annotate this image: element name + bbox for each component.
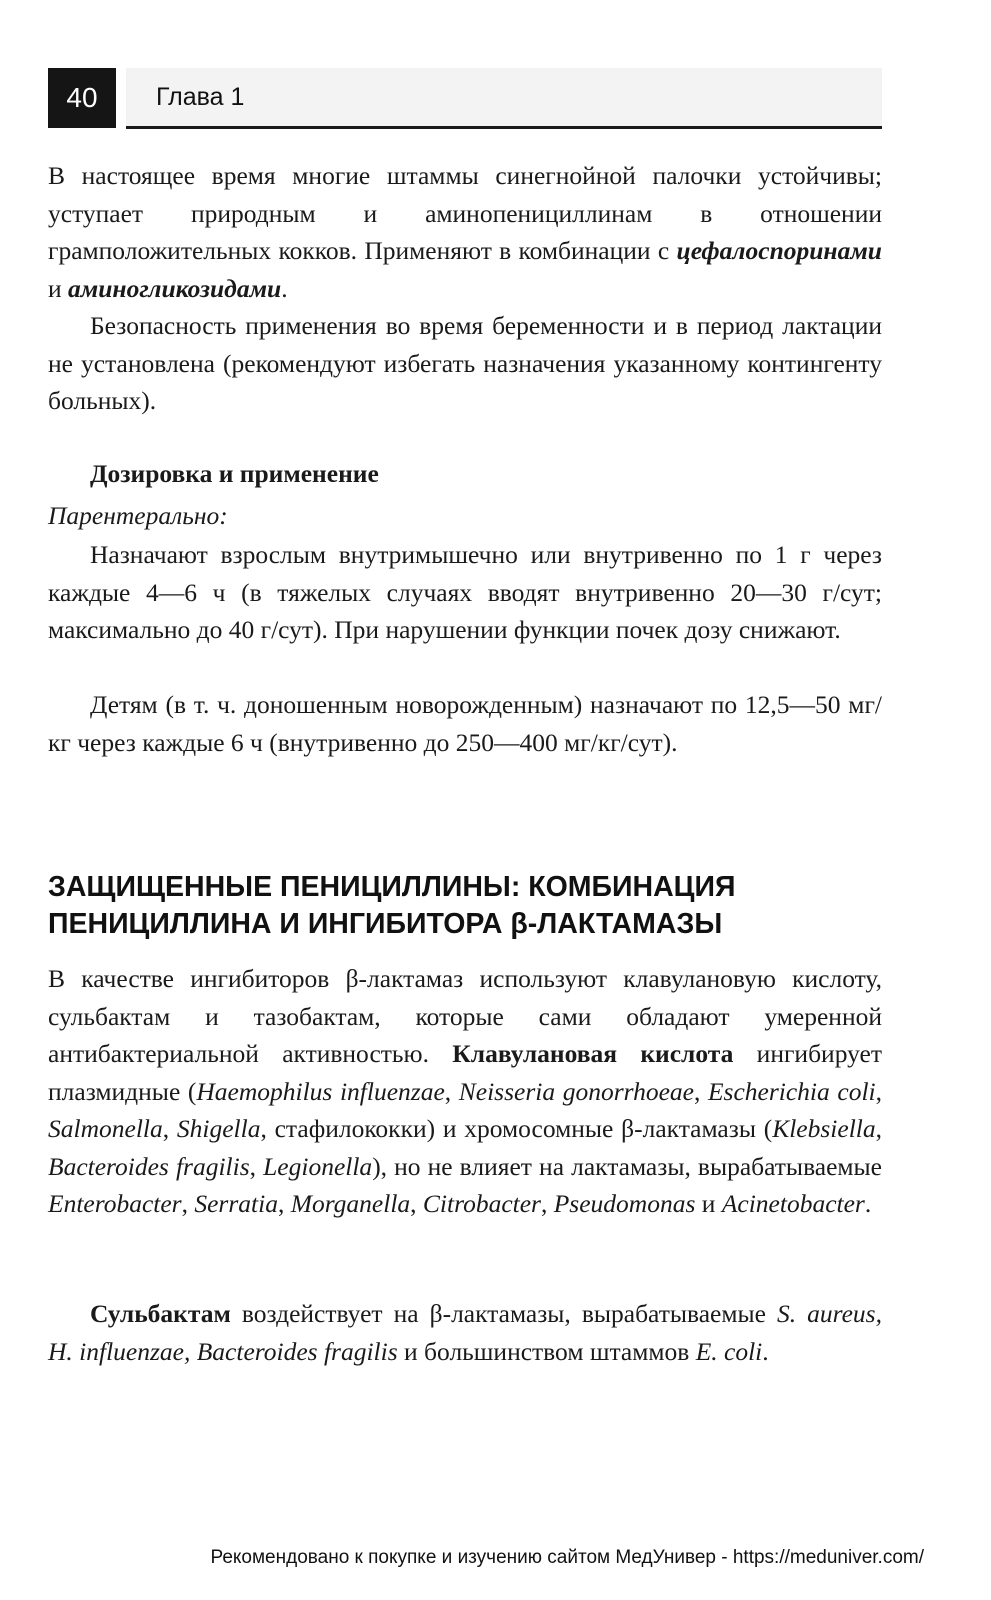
page-number: 40: [48, 68, 116, 128]
paragraph-child-dosage: Детям (в т. ч. доношенным новорожденным) назначают по 12,5—50 мг/кг через каждые 6 ч (внутривенно до 250—400 мг/кг/сут).: [48, 690, 882, 757]
chapter-title: Глава 1: [156, 83, 245, 111]
aminoglycosides-term: аминогликозидами: [68, 273, 282, 303]
section-title-line1: ЗАЩИЩЕННЫЕ ПЕНИЦИЛЛИНЫ: КОМБИНАЦИЯ: [48, 871, 736, 903]
footer-recommendation: Рекомендовано к покупке и изучению сайтом МедУнивер - https://meduniver.com/: [210, 1547, 924, 1568]
route-label: Парентерально:: [48, 501, 228, 530]
cephalosporins-term: цефалоспоринами: [676, 236, 882, 265]
dosage-heading: Дозировка и применение: [90, 459, 379, 488]
section-title: [48, 869, 882, 943]
paragraph-pregnancy-safety: Безопасность применения во время беременности и в период лактации не установлена (рекомендуют избегать назначения указанному контингенту больных).: [48, 311, 882, 415]
clavulanic-acid-term: Клавулановая кислота: [452, 1039, 734, 1068]
paragraph-sulbactam: Сульбактам воздействует на β-лактамазы, вырабатываемые S. aureus, H. influenzae, Bacteroides fragilis и большинством штаммов E. coli.: [48, 1299, 882, 1366]
sulbactam-term: Сульбактам: [90, 1299, 231, 1328]
section-title-line2: ПЕНИЦИЛЛИНА И ИНГИБИТОРА β-ЛАКТАМАЗЫ: [48, 908, 723, 940]
paragraph-pseudomonas: В настоящее время многие штаммы синегнойной палочки устойчивы; уступает природным и аминопенициллинам в отношении грамположительных кокков. Применяют в комбинации с цефалоспоринами и аминогликозидами.: [48, 161, 882, 303]
paragraph-beta-lactamase-inhibitors: В качестве ингибиторов β-лактамаз используют клавулановую кислоту, сульбактам и тазобактам, которые сами обладают умеренной антибактериальной активностью. Клавулановая кислота ингибирует плазмидные (Haemophilus influenzae, Neisseria gonorrhoeae, Escherichia coli, Salmonella, Shigella, стафилококки) и хромосомные β-лактамазы (Klebsiella, Bacteroides fragilis, Legionella), но не влияет на лактамазы, вырабатываемые Enterobacter, Serratia, Morganella, Citrobacter, Pseudomonas и Acinetobacter.: [48, 964, 883, 1218]
paragraph-adult-dosage: Назначают взрослым внутримышечно или внутривенно по 1 г через каждые 4—6 ч (в тяжелых случаях вводят внутривенно 20—30 г/сут; максимально до 40 г/сут). При нарушении функции почек дозу снижают.: [48, 540, 882, 644]
chapter-bar: [126, 68, 882, 129]
page-header: [48, 68, 882, 130]
